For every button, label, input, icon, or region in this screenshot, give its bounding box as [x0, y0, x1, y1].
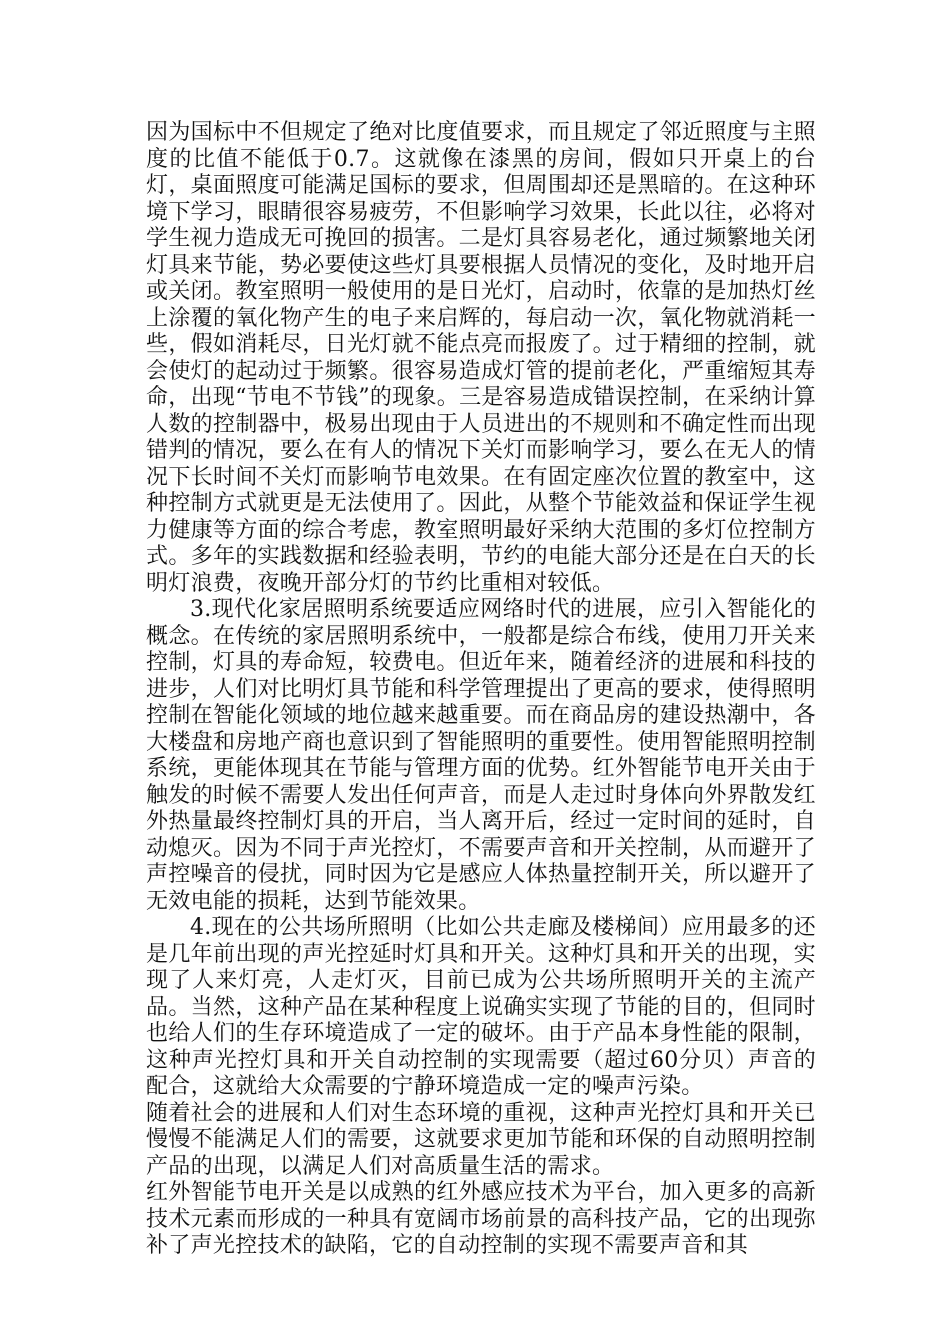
paragraph-continuation: 因为国标中不但规定了绝对比度值要求，而且规定了邻近照度与主照度的比值不能低于0.7。这就像在漆黑的房间，假如只开桌上的台灯，桌面照度可能满足国标的要求，但周围却还是黑暗的。在这种环境下学习，眼睛很容易疲劳，不但影响学习效果，长此以往，必将对学生视力造成无可挽回的损害。二是灯具容易老化，通过频繁地关闭灯具来节能，势必要使这些灯具要根据人员情况的变化，及时地开启或关闭。教室照明一般使用的是日光灯，启动时，依靠的是加热灯丝上涂覆的氧化物产生的电子来启辉的，每启动一次，氧化物就消耗一些，假如消耗尽，日光灯就不能点亮而报废了。过于精细的控制，就会使灯的起动过于频繁。很容易造成灯管的提前老化，严重缩短其寿命，出现“节电不节钱”的现象。三是容易造成错误控制，在采纳计算人数的控制器中，极易出现由于人员进出的不规则和不确定性而出现错判的情况，要么在有人的情况下关灯而影响学习，要么在无人的情况下长时间不关灯而影响节电效果。在有固定座次位置的教室中，这种控制方式就更是无法使用了。因此，从整个节能效益和保证学生视力健康等方面的综合考虑，教室照明最好采纳大范围的多灯位控制方式。多年的实践数据和经验表明，节约的电能大部分还是在白天的长明灯浪费，夜晚开部分灯的节约比重相对较低。 — [146, 120, 816, 596]
paragraph-social-development: 随着社会的进展和人们对生态环境的重视，这种声光控灯具和开关已慢慢不能满足人们的需要，这就要求更加节能和环保的自动照明控制产品的出现，以满足人们对高质量生活的需求。 — [146, 1100, 816, 1179]
paragraph-item-4: 4.现在的公共场所照明（比如公共走廊及楼梯间）应用最多的还是几年前出现的声光控延时灯具和开关。这种灯具和开关的出现，实现了人来灯亮，人走灯灭，目前已成为公共场所照明开关的主流产品。当然，这种产品在某种程度上说确实实现了节能的目的，但同时也给人们的生存环境造成了一定的破坏。由于产品本身性能的限制，这种声光控灯具和开关自动控制的实现需要（超过60分贝）声音的配合，这就给大众需要的宁静环境造成一定的噪声污染。 — [146, 915, 816, 1099]
paragraph-item-3: 3.现代化家居照明系统要适应网络时代的进展，应引入智能化的概念。在传统的家居照明系统中，一般都是综合布线，使用刀开关来控制，灯具的寿命短，较费电。但近年来，随着经济的进展和科技的进步，人们对比明灯具节能和科学管理提出了更高的要求，使得照明控制在智能化领域的地位越来越重要。而在商品房的建设热潮中，各大楼盘和房地产商也意识到了智能照明的重要性。使用智能照明控制系统，更能体现其在节能与管理方面的优势。红外智能节电开关由于触发的时候不需要人发出任何声音，而是人走过时身体向外界散发红外热量最终控制灯具的开启，当人离开后，经过一定时间的延时，自动熄灭。因为不同于声光控灯，不需要声音和开关控制，从而避开了声控噪音的侵扰，同时因为它是感应人体热量控制开关，所以避开了无效电能的损耗，达到节能效果。 — [146, 597, 816, 914]
document-body — [146, 120, 816, 1260]
paragraph-infrared-switch: 红外智能节电开关是以成熟的红外感应技术为平台，加入更多的高新技术元素而形成的一种具有宽阔市场前景的高科技产品，它的出现弥补了声光控技术的缺陷，它的自动控制的实现不需要声音和其 — [146, 1180, 816, 1258]
